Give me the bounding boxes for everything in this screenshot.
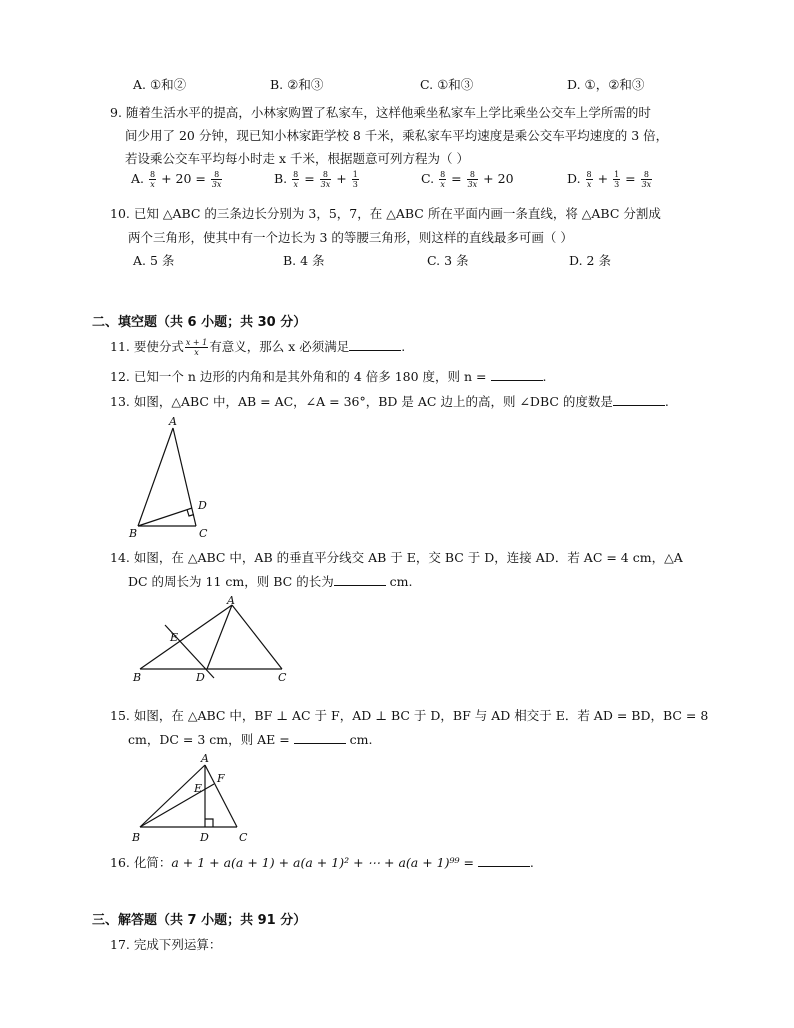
fraction: $\frac{8}{3x}$ <box>641 170 652 189</box>
q9-line-3: 若设乘公交车平均每小时走 x 千米，根据题意可列方程为（ ） <box>125 151 469 166</box>
answer-blank[interactable] <box>613 395 665 406</box>
q9-option-d: D. $\frac{8}{x}$ + $\frac{1}{3}$ = $\frac{8}{3x}$ <box>567 170 652 189</box>
answer-blank[interactable] <box>478 856 530 867</box>
q15-line-2: cm，DC = 3 cm，则 AE = cm. <box>128 732 373 747</box>
q10-line-2: 两个三角形，使其中有一个边长为 3 的等腰三角形，则这样的直线最多可画（ ） <box>128 230 573 245</box>
q8-option-a: A. ①和② <box>133 77 187 92</box>
answer-blank[interactable] <box>491 370 543 381</box>
fraction: $\frac{8}{3x}$ <box>467 170 478 189</box>
q12: 12. 已知一个 n 边形的内角和是其外角和的 4 倍多 180 度，则 n = . <box>110 369 547 384</box>
vertex-label-f: F <box>217 772 225 785</box>
q9-option-b-label: B. <box>274 171 288 186</box>
vertex-label-d: D <box>196 671 205 684</box>
q9-option-d-label: D. <box>567 171 581 186</box>
vertex-label-b: B <box>132 831 141 844</box>
fraction: $\frac{1}{3}$ <box>614 170 620 189</box>
q8-option-b: B. ②和③ <box>270 77 324 92</box>
q9-option-c-label: C. <box>421 171 435 186</box>
answer-blank[interactable] <box>334 575 386 586</box>
figure-14 <box>128 590 298 690</box>
q14-line-1: 14. 如图，在 △ABC 中，AB 的垂直平分线交 AB 于 E，交 BC 于 D，连接 AD．若 AC = 4 cm，△A <box>110 550 683 565</box>
q8-option-c: C. ①和③ <box>420 77 474 92</box>
q10-option-d: D. 2 条 <box>569 253 611 268</box>
q9-option-b: B. $\frac{8}{x}$ = $\frac{8}{3x}$ + $\frac{1}{3}$ <box>274 170 358 189</box>
fraction: $\frac{8}{x}$ <box>150 170 156 189</box>
fraction: $\frac{8}{x}$ <box>440 170 446 189</box>
q9-line-1: 9. 随着生活水平的提高，小林家购置了私家车，这样他乘坐私家车上学比乘坐公交车上学所需的时 <box>110 105 651 120</box>
q9-option-c: C. $\frac{8}{x}$ = $\frac{8}{3x}$ + 20 <box>421 170 514 189</box>
q11: 11. 要使分式 $\frac{x + 1}{x}$ 有意义，那么 x 必须满足 . <box>110 338 406 357</box>
vertex-label-a: A <box>201 752 209 765</box>
q10-option-c: C. 3 条 <box>427 253 469 268</box>
vertex-label-d: D <box>200 831 209 844</box>
q17: 17. 完成下列运算： <box>110 937 222 952</box>
q16: 16. 化简：a + 1 + a(a + 1) + a(a + 1)² + ⋯ + a(a + 1)⁹⁹ = . <box>110 855 534 870</box>
fraction: $\frac{8}{3x}$ <box>320 170 331 189</box>
q15-line-1: 15. 如图，在 △ABC 中，BF ⊥ AC 于 F，AD ⊥ BC 于 D，BF 与 AD 相交于 E．若 AD = BD，BC = 8 <box>110 708 709 723</box>
vertex-label-b: B <box>133 671 142 684</box>
vertex-label-c: C <box>278 671 287 684</box>
figure-13 <box>125 412 225 542</box>
answer-blank[interactable] <box>349 340 401 351</box>
vertex-label-c: C <box>239 831 248 844</box>
fraction: $\frac{8}{x}$ <box>293 170 299 189</box>
q10-option-a: A. 5 条 <box>133 253 175 268</box>
vertex-label-a: A <box>169 415 177 428</box>
vertex-label-e: E <box>194 782 203 795</box>
q14-line-2: DC 的周长为 11 cm，则 BC 的长为 cm. <box>128 574 413 589</box>
answer-blank[interactable] <box>294 733 346 744</box>
fraction: $\frac{8}{x}$ <box>586 170 592 189</box>
vertex-label-d: D <box>198 499 207 512</box>
vertex-label-b: B <box>129 527 138 540</box>
q9-option-a: A. $\frac{8}{x}$ + 20 = $\frac{8}{3x}$ <box>131 170 222 189</box>
q10-option-b: B. 4 条 <box>283 253 325 268</box>
fraction: $\frac{1}{3}$ <box>352 170 358 189</box>
fraction: $\frac{x + 1}{x}$ <box>185 338 208 357</box>
vertex-label-c: C <box>199 527 208 540</box>
section-3-heading: 三、解答题（共 7 小题；共 91 分） <box>92 913 307 928</box>
section-2-heading: 二、填空题（共 6 小题；共 30 分） <box>92 315 307 330</box>
vertex-label-a: A <box>227 594 235 607</box>
q13: 13. 如图，△ABC 中，AB = AC，∠A = 36°，BD 是 AC 边上的高，则 ∠DBC 的度数是 . <box>110 394 669 409</box>
fraction: $\frac{8}{3x}$ <box>211 170 222 189</box>
q8-option-d: D. ①，②和③ <box>567 77 645 92</box>
vertex-label-e: E <box>170 631 179 644</box>
q10-line-1: 10. 已知 △ABC 的三条边长分别为 3，5，7，在 △ABC 所在平面内画一条直线，将 △ABC 分割成 <box>110 206 661 221</box>
figure-15 <box>128 748 258 848</box>
q9-option-a-label: A. <box>131 171 145 186</box>
q9-line-2: 间少用了 20 分钟，现已知小林家距学校 8 千米，乘私家车平均速度是乘公交车平均速度的 3 倍， <box>125 128 669 143</box>
